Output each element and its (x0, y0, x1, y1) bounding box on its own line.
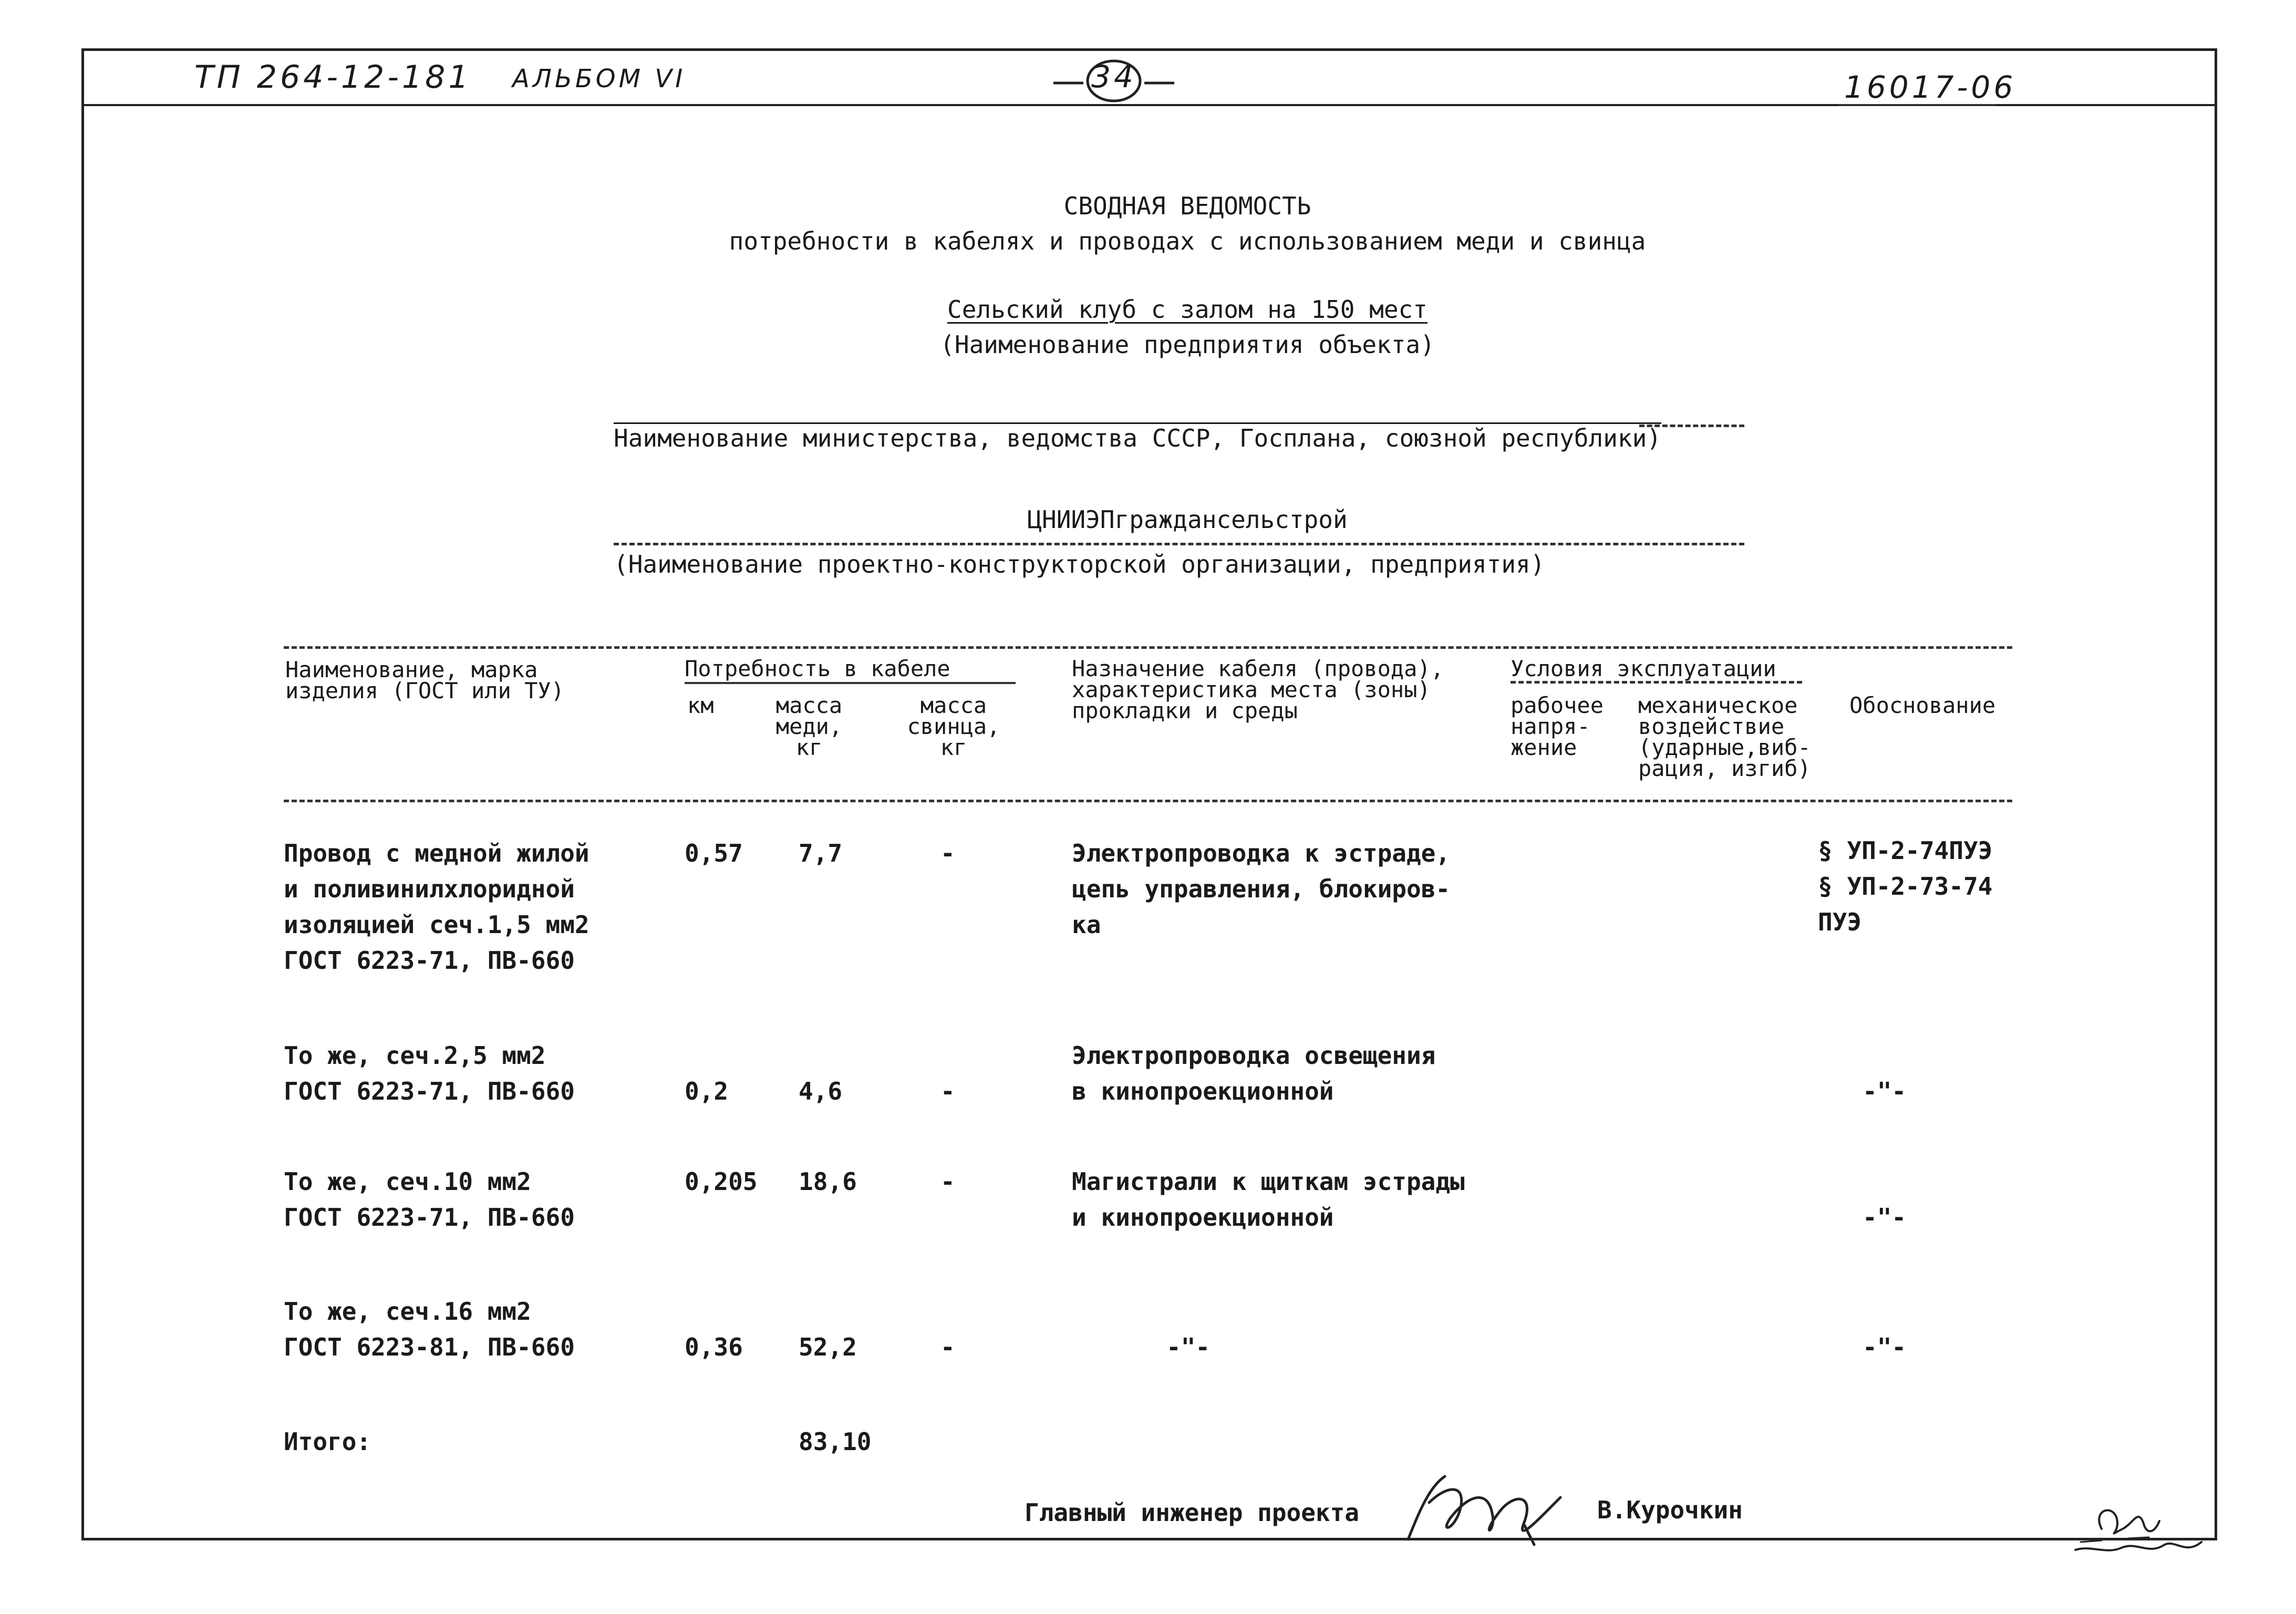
row2-purpose: Электропроводка освещения в кинопроекционной (1072, 1041, 1436, 1105)
object-caption: (Наименование предприятия объекта) (940, 330, 1435, 359)
table-row (284, 1164, 575, 1235)
row1-km: 0,57 (685, 839, 743, 867)
row3-copper: 18,6 (799, 1167, 857, 1196)
header-name: Наименование, марка изделия (ГОСТ или ТУ) (285, 657, 565, 703)
header-copper: масса меди, кг (775, 692, 843, 760)
document-number: 16017-06 (1844, 69, 2016, 105)
document-number-underline (1839, 104, 1997, 106)
total-copper: 83,10 (799, 1427, 872, 1456)
ministry-dash-tail (1639, 425, 1744, 427)
header-mechanical: механическое воздействие (ударные,виб- рация, изгиб) (1638, 692, 1811, 781)
row4-purpose: -"- (1166, 1333, 1211, 1361)
signature-icon (1398, 1466, 1571, 1550)
handwritten-initials-icon (2070, 1492, 2207, 1571)
row2-copper: 4,6 (799, 1077, 843, 1105)
row1-name: Провод с медной жилой и поливинилхлоридной изоляцией сеч.1,5 мм2 ГОСТ 6223-71, ПВ-660 (284, 839, 589, 975)
object-name: Сельский клуб с залом на 150 мест (947, 295, 1428, 324)
table-row (284, 1038, 575, 1109)
table-row (284, 1294, 575, 1365)
row1-copper: 7,7 (799, 839, 843, 867)
row3-purpose: Магистрали к щиткам эстрады и кинопроекционной (1072, 1167, 1465, 1232)
row2-basis: -"- (1863, 1077, 1907, 1105)
footer-position: Главный инженер проекта (1025, 1498, 1359, 1527)
row2-km: 0,2 (685, 1077, 729, 1105)
row3-name: То же, сеч.10 мм2 ГОСТ 6223-71, ПВ-660 (284, 1167, 575, 1232)
table-header-bottom-border (284, 800, 2012, 802)
document-subtitle: потребности в кабелях и проводах с использованием меди и свинца (729, 227, 1646, 255)
header-km: км (687, 692, 714, 718)
header-basis: Обоснование (1849, 692, 1996, 718)
table-row (284, 835, 589, 978)
row4-copper: 52,2 (799, 1333, 857, 1361)
row4-basis: -"- (1863, 1333, 1907, 1361)
row4-name: То же, сеч.16 мм2 ГОСТ 6223-81, ПВ-660 (284, 1297, 575, 1361)
footer-name: В.Курочкин (1597, 1496, 1743, 1524)
stamp-album: АЛЬБОМ VI (512, 64, 686, 94)
stamp-code: ТП 264-12-181 (194, 59, 472, 96)
row4-lead: - (940, 1333, 955, 1361)
header-conditions-group: Условия эксплуатации (1511, 656, 1776, 681)
row4-km: 0,36 (685, 1333, 743, 1361)
organization-dashline (614, 543, 1744, 545)
row2-lead: - (940, 1077, 955, 1105)
row1-purpose: Электропроводка к эстраде, цепь управления, блокиров- ка (1072, 839, 1451, 939)
table-top-border (284, 646, 2012, 649)
row3-lead: - (940, 1167, 955, 1196)
need-group-underline (685, 682, 1016, 684)
organization-name: ЦНИИЭПграждансельстрой (1027, 505, 1348, 534)
header-purpose: Назначение кабеля (провода), характеристика места (зоны) прокладки и среды (1072, 656, 1444, 723)
row3-basis: -"- (1863, 1203, 1907, 1232)
ministry-line: Наименование министерства, ведомства СССР, Госплана, союзной республики) (614, 424, 1661, 452)
row3-km: 0,205 (685, 1167, 758, 1196)
header-lead: масса свинца, кг (907, 692, 1000, 760)
row1-basis: § УП-2-74ПУЭ § УП-2-73-74 ПУЭ (1818, 836, 1993, 936)
row1-lead: - (940, 839, 955, 867)
organization-caption: (Наименование проектно-конструкторской организации, предприятия) (614, 550, 1545, 578)
row2-name: То же, сеч.2,5 мм2 ГОСТ 6223-71, ПВ-660 (284, 1041, 575, 1105)
header-voltage: рабочее напря- жение (1511, 692, 1604, 760)
document-title: СВОДНАЯ ВЕДОМОСТЬ (1063, 192, 1311, 220)
total-label: Итого: (284, 1427, 371, 1456)
header-need-group: Потребность в кабеле (685, 656, 950, 681)
page-number: 34 (1091, 59, 1136, 95)
